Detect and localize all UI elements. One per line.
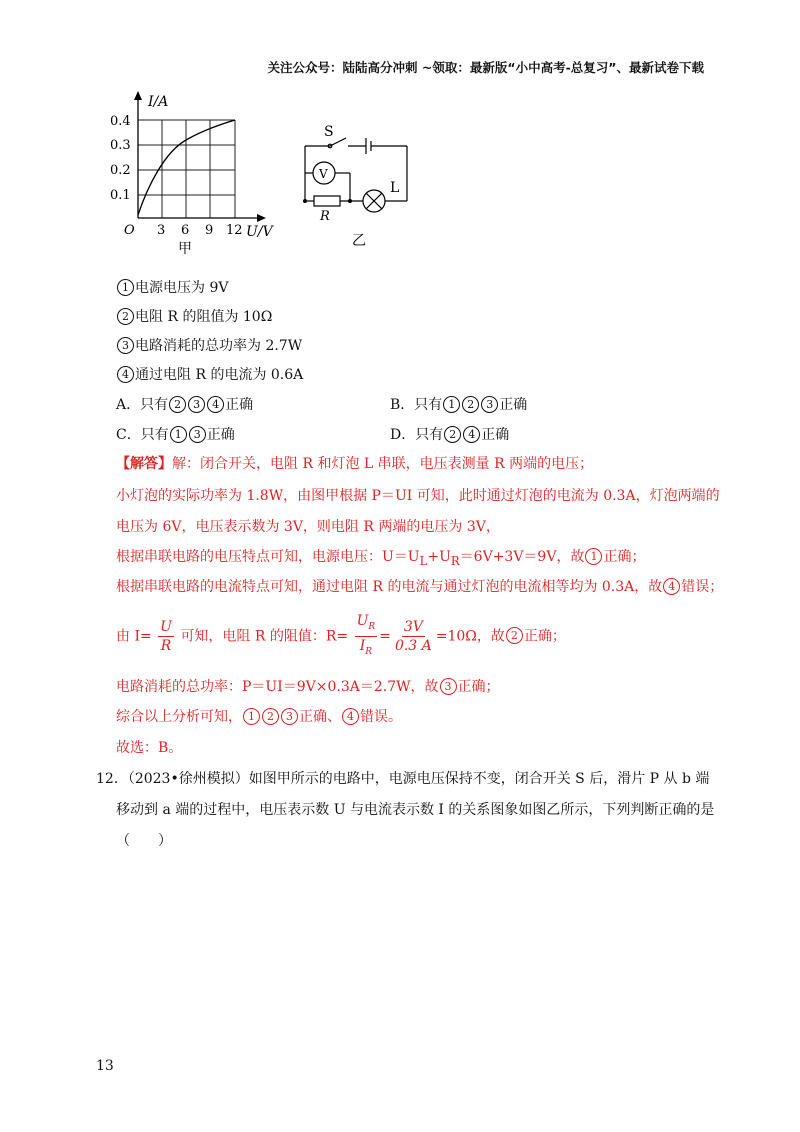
answer-line-4: 根据串联电路的电压特点可知，电源电压：$U=U_L+U_R=6V+3V=9V$，故 1 正确； bbox=[116, 549, 646, 568]
y-tick: 0.2 bbox=[110, 163, 131, 178]
option-d: D．只有 2 4 正确 bbox=[390, 427, 510, 443]
y-tick: 0.3 bbox=[110, 138, 131, 153]
statement-2: 2 电阻 R 的阻值为 10Ω bbox=[116, 306, 272, 326]
circuit-diagram bbox=[290, 120, 420, 250]
lamp-label: L bbox=[390, 180, 400, 196]
q12-line-3: （ ） bbox=[116, 833, 172, 849]
iu-graph bbox=[110, 90, 290, 260]
page-number: 13 bbox=[96, 1058, 114, 1074]
formula-values: $\frac{3V}{0.3 A}$ bbox=[394, 618, 432, 654]
y-axis-label: I/A bbox=[148, 94, 169, 110]
resistor-label: R bbox=[320, 209, 330, 224]
y-tick: 0.4 bbox=[110, 114, 131, 129]
circuit-caption: 乙 bbox=[352, 233, 366, 249]
option-c: C．只有 1 3 正确 bbox=[116, 427, 235, 443]
answer-line-7: 电路消耗的总功率：P＝UI＝9V×0.3A＝2.7W，故 3 正确； bbox=[116, 679, 500, 695]
formula-ur-ir: $\frac{U_R}{I_R}$ bbox=[356, 613, 376, 657]
statement-3: 3 电路消耗的总功率为 2.7W bbox=[116, 335, 302, 355]
page-header: 关注公众号：陆陆高分冲刺 ~领取：最新版“小中高考-总复习”、最新试卷下载 bbox=[267, 60, 704, 75]
x-axis-label: U/V bbox=[246, 224, 273, 240]
statement-4: 4 通过电阻 R 的电流为 0.6A bbox=[116, 364, 303, 384]
option-a: A．只有 2 3 4 正确 bbox=[116, 397, 254, 413]
statement-1: 1 电源电压为 9V bbox=[116, 277, 228, 297]
voltmeter-label: V bbox=[319, 167, 328, 181]
answer-line-3: 电压为 6V，电压表示数为 3V，则电阻 R 两端的电压为 3V， bbox=[116, 519, 500, 535]
answer-line-1: 【解答】解：闭合开关，电阻 R 和灯泡 L 串联，电压表测量 R 两端的电压； bbox=[116, 456, 594, 472]
formula-ohm: $\frac{U}{R}$ bbox=[160, 618, 172, 654]
answer-line-2: 小灯泡的实际功率为 1.8W，由图甲根据 P＝UI 可知，此时通过灯泡的电流为 0.3A，灯泡两端的 bbox=[116, 488, 720, 504]
answer-line-5: 根据串联电路的电流特点可知，通过电阻 R 的电流与通过灯泡的电流相等均为 0.3A，故 4 错误； bbox=[116, 579, 724, 595]
option-b: B．只有 1 2 3 正确 bbox=[390, 397, 528, 413]
answer-line-9: 故选：B。 bbox=[116, 740, 183, 756]
q12-line-2: 移动到 a 端的过程中，电压表示数 U 与电流表示数 I 的关系图象如图乙所示，下列判断正确的是 bbox=[116, 802, 715, 818]
answer-line-8: 综合以上分析可知， 1 2 3 正确、 4 错误。 bbox=[116, 709, 402, 725]
x-tick: 12 bbox=[226, 223, 243, 238]
q12-line-1: 12．（2023•徐州模拟）如图甲所示的电路中，电源电压保持不变，闭合开关 S 后，滑片 P 从 b 端 bbox=[96, 771, 710, 787]
origin-label: O bbox=[124, 223, 135, 238]
y-tick: 0.1 bbox=[110, 188, 131, 203]
x-tick: 6 bbox=[181, 223, 190, 238]
answer-line-6: 由 I= $\frac{U}{R}$ 可知，电阻 R 的阻值：R= $\frac{U_R}{I_R}$ = $\frac{3V}{0.3 A}$ =10Ω，故 2 正确； bbox=[116, 612, 566, 661]
graph-caption: 甲 bbox=[178, 241, 192, 257]
switch-label: S bbox=[324, 124, 334, 140]
x-tick: 3 bbox=[157, 223, 166, 238]
x-tick: 9 bbox=[205, 223, 214, 238]
